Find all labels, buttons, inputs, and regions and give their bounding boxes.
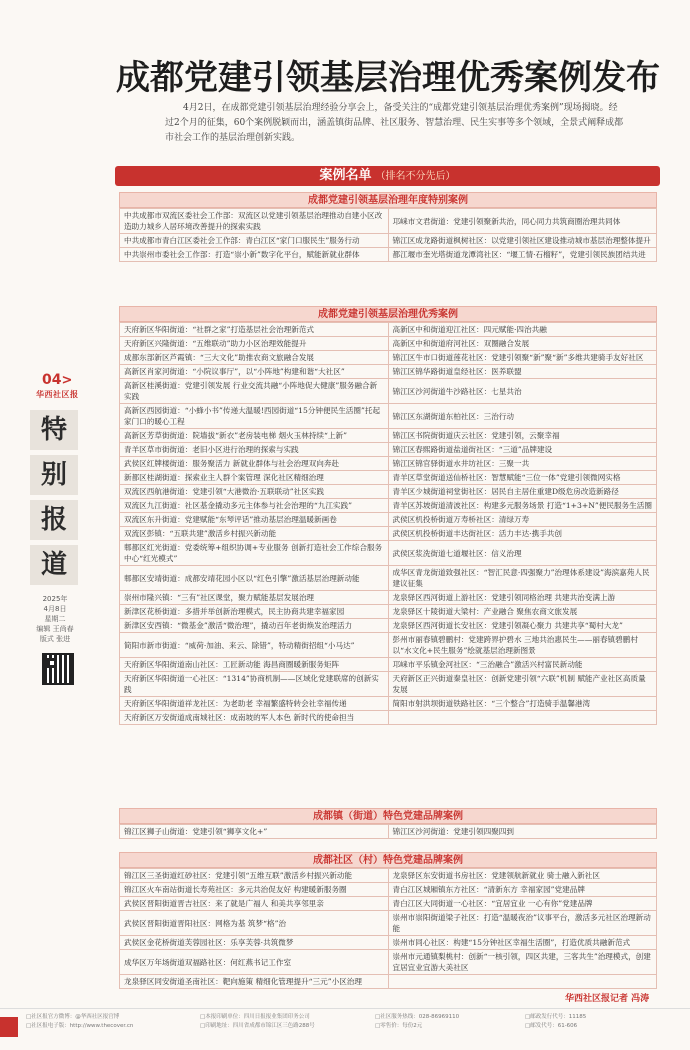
case-section-special [119, 192, 657, 262]
article-lead: 4月2日，在成都党建引领基层治理经验分享会上，备受关注的“成都党建引领基层治理优秀案例”现场揭晓。经过2个月的征集，60个案例脱颖而出，涵盖镇街品牌、社区服务、智慧治理、民生实事等多个领域，全景式阐释成都市社会工作的基层治理创新实践。 [165, 103, 624, 143]
case-cell-left: 成都东部新区芦霞镇：“三大文化”助推农商文旅融合发展 [120, 351, 389, 365]
case-cell-left: 崇州市隆兴镇：“三有”社区课堂，聚力赋能基层发展治理 [120, 591, 389, 605]
table-row [120, 869, 657, 883]
table-row [120, 897, 657, 911]
article-title: 成都党建引领基层治理优秀案例发布 [116, 58, 660, 98]
case-cell-right: 武侯区浆洗街道七道堰社区：信义治理 [388, 541, 657, 566]
table-row [120, 975, 657, 989]
case-cell-right: 青白江区大同街道一心社区：“宜居宜业 一心有你”党建品牌 [388, 897, 657, 911]
case-cell-right: 崇州市同心社区：构建“15分钟社区幸福生活圈”，打造优质共融新范式 [388, 936, 657, 950]
case-cell-right: 青羊区草堂街道送仙桥社区：智慧赋能“三位一体”党建引领微网实格 [388, 471, 657, 485]
case-cell-right: 彭州市丽春镇碧鹏村：党建跨界护碧水 三地共治惠民生——丽春镇碧鹏村以“水文化+民生服务”绘就基层治理新图景 [388, 633, 657, 658]
case-cell-left: 双流区西航港街道：党建引领“大港微治·五联联动”社区实践 [120, 485, 389, 499]
case-cell-left: 双流区九江街道：社区基金撬动多元主体参与社会治理的“九江实践” [120, 499, 389, 513]
case-cell-left: 天府新区华阳街道祥龙社区：为老助老 幸福繁盛特转会社幸福传递 [120, 697, 389, 711]
case-cell-left: 武侯区晋阳街道晋吉社区：来了就是广福人 和美共享邻里亲 [120, 897, 389, 911]
case-cell-right: 武侯区机投桥街道丰达街社区：活力丰达·携手共创 [388, 527, 657, 541]
case-section-street-brand [119, 808, 657, 839]
table-row [120, 711, 657, 725]
case-cell-left: 青羊区草市街街道：老旧小区进行治理的探索与实践 [120, 443, 389, 457]
case-cell-left: 新都区桂湖街道：探索业主人群个案管理 深化社区精细治理 [120, 471, 389, 485]
case-cell-left: 武侯区晋阳街道晋阳社区：网格为基 筑梦“格”治 [120, 911, 389, 936]
page-number: 04> [42, 372, 73, 388]
table-row [120, 248, 657, 262]
table-row [120, 825, 657, 839]
footer-mail-code: □邮发代号：61-606 [525, 1023, 578, 1029]
editor-credit: 编辑 王尚春 [36, 625, 74, 633]
case-list-title: 案例名单 [319, 168, 372, 183]
case-section-community-brand [119, 852, 657, 989]
table-row [120, 936, 657, 950]
case-cell-left: 高新区西园街道：“小蜂小书”传递大温暖!西园街道“15分钟便民生活圈”托起家门口的暖心工程 [120, 404, 389, 429]
case-cell-left: 新津区花桥街道：多措并举创新治理模式，民主协商共建幸福家园 [120, 605, 389, 619]
case-cell-left: 双流区东升街道：党建赋能“东琴评话”推动基层治理温暖新画卷 [120, 513, 389, 527]
table-row [120, 911, 657, 936]
table-row [120, 443, 657, 457]
case-cell-left: 高新区芳草街街道：院墙拔“新衣”老房装电梯 烟火玉林持续“上新” [120, 429, 389, 443]
case-cell-right: 锦江区锦华路街道皇经社区：医养联盟 [388, 365, 657, 379]
case-cell-left: 龙泉驿区同安街道圣南社区：靶向施策 精细化管理提升“三元”小区治理 [120, 975, 389, 989]
table-row [120, 379, 657, 404]
footer-price: □零售价：每份2元 [375, 1023, 423, 1029]
case-cell-right: 锦江区书院街街道庆云社区：党建引领，云聚幸福 [388, 429, 657, 443]
case-cell-right: 龙泉驿区东安街道书房社区：党建领航新就业 骑士融入新社区 [388, 869, 657, 883]
case-cell-right: 高新区中和街道迎江社区：四元赋能·四治共融 [388, 323, 657, 337]
footer-print-address: □印刷地址：四川省成都市锦江区三色路288号 [200, 1023, 315, 1029]
section-title: 成都党建引领基层治理年度特别案例 [119, 192, 657, 208]
case-cell-right: 崇州市元通镇梨桃村：创新“一核引领，四区共建，三客共生”治理模式，创建宜居宜业宜游大美社区 [388, 950, 657, 975]
case-cell-left: 锦江区狮子山街道：党建引领“狮享文化+” [120, 825, 389, 839]
case-cell-right: 锦江区沙河街道牛沙路社区：七星共治 [388, 379, 657, 404]
table-row [120, 541, 657, 566]
footer-epaper: □社区报电子版：http://www.thecover.cn [26, 1023, 134, 1029]
case-cell-left: 成华区万年场街道双福路社区：何红燕书记工作室 [120, 950, 389, 975]
case-list-subtitle: （排名不分先后） [375, 171, 456, 182]
footer-weibo: □社区报官方微博：@华西社区报官博 [26, 1014, 120, 1020]
case-cell-right: 青白江区城厢镇东方社区：“清新东方 幸福家园”党建品牌 [388, 883, 657, 897]
sidebar [0, 0, 100, 1050]
table-row [120, 883, 657, 897]
table-row [120, 605, 657, 619]
case-cell-right: 青羊区少城街道祠堂街社区：居民自主居住重建D级危房改造新路径 [388, 485, 657, 499]
footer [0, 1008, 690, 1049]
case-cell-right: 邛崃市文君街道：党建引领聚新共治，同心同力共筑商圈治理共同体 [388, 209, 657, 234]
section-title: 成都镇（街道）特色党建品牌案例 [119, 808, 657, 824]
case-table [119, 824, 657, 839]
case-cell-right [388, 711, 657, 725]
case-cell-left: 双流区彭镇：“五联共建”激活乡村振兴新动能 [120, 527, 389, 541]
case-cell-right: 都江堰市奎光塔街道龙潭湾社区：“堰工情·石榴籽”，党建引领民族团结共进 [388, 248, 657, 262]
case-cell-right: 崇州市崇阳街道梁子社区：打造“温暖夜治”议事平台，激活多元社区治理新动能 [388, 911, 657, 936]
table-row [120, 591, 657, 605]
table-row [120, 209, 657, 234]
table-row [120, 527, 657, 541]
table-row [120, 619, 657, 633]
table-row [120, 323, 657, 337]
case-cell-left: 高新区肖家河街道：“小院议事厅”，以“小阵地”构建和谐“大社区” [120, 365, 389, 379]
case-cell-right: 龙泉驿区十陵街道大梁村：产业融合 聚焦农商文旅发展 [388, 605, 657, 619]
table-row [120, 513, 657, 527]
case-cell-right: 简阳市射洪坝街道铁路社区：“三个整合”打造骑手温馨港湾 [388, 697, 657, 711]
case-cell-right: 锦江区牛市口街道莲花社区：党建引领聚“新”聚“新”多维共建骑手友好社区 [388, 351, 657, 365]
case-table [119, 868, 657, 989]
case-table [119, 208, 657, 262]
case-cell-left: 中共成都市双流区委社会工作部：双流区以党建引领基层治理推动自建小区改造助力城乡人居环境改善提升的探索实践 [120, 209, 389, 234]
table-row [120, 950, 657, 975]
qr-code-icon [42, 653, 74, 685]
table-row [120, 697, 657, 711]
section-name: 华西社区报 [36, 390, 79, 399]
table-row [120, 457, 657, 471]
case-cell-left: 郫都区安靖街道：成都安靖花园小区以“红色引擎”激活基层治理新动能 [120, 566, 389, 591]
case-cell-left: 天府新区兴隆街道：“五维联动”助力小区治理效能提升 [120, 337, 389, 351]
table-row [120, 566, 657, 591]
footer-printer: □本报印刷单位：四川日报报业集团印务公司 [200, 1014, 310, 1020]
section-title: 成都社区（村）特色党建品牌案例 [119, 852, 657, 868]
case-cell-left: 天府新区万安街道成南城社区：成南坡的军人本色 新时代的使命担当 [120, 711, 389, 725]
table-row [120, 234, 657, 248]
case-cell-left: 武侯区红牌楼街道：服务聚活力 新就业群体与社会治理双向奔赴 [120, 457, 389, 471]
case-cell-right: 高新区中和街道府河社区：双圈融合发展 [388, 337, 657, 351]
case-cell-left: 天府新区华阳街道南山社区：工匠新动能 海昌商圈暖新服务矩阵 [120, 658, 389, 672]
case-cell-left: 高新区桂溪街道：党建引领发展 行业交流共融“小阵地促大健康”服务融合新实践 [120, 379, 389, 404]
case-cell-left: 郫都区红光街道：党委统筹+组织协调+专业服务 创新打造社会工作综合服务中心“红光模式” [120, 541, 389, 566]
table-row [120, 404, 657, 429]
case-cell-left: 锦江区三圣街道红砂社区：党建引领“五维互联”激活乡村振兴新动能 [120, 869, 389, 883]
case-cell-right: 锦江区东湖街道东柏社区：三治行动 [388, 404, 657, 429]
table-row [120, 633, 657, 658]
case-cell-right: 龙泉驿区西河街道长安社区：党建引领凝心聚力 共建共享“蜀村大龙” [388, 619, 657, 633]
vertical-title-char: 特 [30, 410, 78, 450]
issue-year: 2025年 [42, 595, 68, 603]
case-cell-right: 锦江区成龙路街道枫树社区：以党建引领社区建设推动城市基层治理整体提升 [388, 234, 657, 248]
case-cell-right: 锦江区春熙路街道盐道街社区：“三道”品牌建设 [388, 443, 657, 457]
table-row [120, 672, 657, 697]
case-cell-right: 天府新区正兴街道秦皇社区：创新党建引领“六联”机制 赋能产业社区高质量发展 [388, 672, 657, 697]
case-cell-right: 邛崃市平乐镇金河社区：“三治融合”激活兴村富民新动能 [388, 658, 657, 672]
case-cell-left: 简阳市新市街道：“威荷·加油、来云、除错”，特动精街招组“小马达” [120, 633, 389, 658]
table-row [120, 337, 657, 351]
case-cell-right: 龙泉驿区西河街道上游社区：党建引领同格治理 共建共治变满上游 [388, 591, 657, 605]
byline: 华西社区报记者 冯涛 [565, 994, 650, 1004]
case-cell-left: 天府新区华阳街道：“社群之家”打造基层社会治理新范式 [120, 323, 389, 337]
case-cell-right: 武侯区机投桥街道万寿桥社区：清绿万寿 [388, 513, 657, 527]
vertical-title-char: 报 [30, 500, 78, 540]
case-cell-left: 中共成都市青白江区委社会工作部：青白江区“家门口服民生”服务行动 [120, 234, 389, 248]
case-cell-left: 天府新区华阳街道一心社区：“1314”协商机制——区域化党建联席的创新实践 [120, 672, 389, 697]
case-cell-right: 青羊区苏坡街道清波社区：构建多元服务场景 打造“1+3+N”便民服务生活圈 [388, 499, 657, 513]
case-cell-left: 锦江区火车南站街道长寿苑社区：多元共治促友好 构建暖新服务圈 [120, 883, 389, 897]
case-cell-right: 锦江区沙河街道：党建引领四聚四到 [388, 825, 657, 839]
table-row [120, 429, 657, 443]
case-table [119, 322, 657, 725]
case-cell-right: 成华区青龙街道致强社区：“智汇民意·四强聚力”治理体系建设”海滨嘉苑人民建议征集 [388, 566, 657, 591]
issue-weekday: 星期二 [44, 615, 66, 623]
issue-date: 4月8日 [43, 605, 67, 613]
vertical-title-char: 别 [30, 455, 78, 495]
case-cell-right [388, 975, 657, 989]
table-row [120, 658, 657, 672]
footer-postal-code: □邮政发行代号：11185 [525, 1014, 587, 1020]
footer-bar [0, 1017, 18, 1037]
case-section-excellent [119, 306, 657, 725]
section-title: 成都党建引领基层治理优秀案例 [119, 306, 657, 322]
case-cell-left: 中共崇州市委社会工作部：打造“崇小新”数字化平台，赋能新就业群体 [120, 248, 389, 262]
table-row [120, 351, 657, 365]
footer-hotline: □社区服务热线：028-86969110 [375, 1014, 460, 1020]
table-row [120, 365, 657, 379]
designer-credit: 版式 张进 [39, 635, 71, 643]
case-cell-left: 武侯区金花桥街道芙蓉园社区：乐享芙蓉·共筑微梦 [120, 936, 389, 950]
vertical-title-char: 道 [30, 545, 78, 585]
table-row [120, 471, 657, 485]
case-cell-right: 锦江区锦官驿街道水井坊社区：三聚一共 [388, 457, 657, 471]
table-row [120, 485, 657, 499]
case-cell-left: 新津区安西镇：“微基金”激活“微治理”，撬动百年老街焕发治理活力 [120, 619, 389, 633]
case-list-header [115, 166, 660, 186]
table-row [120, 499, 657, 513]
